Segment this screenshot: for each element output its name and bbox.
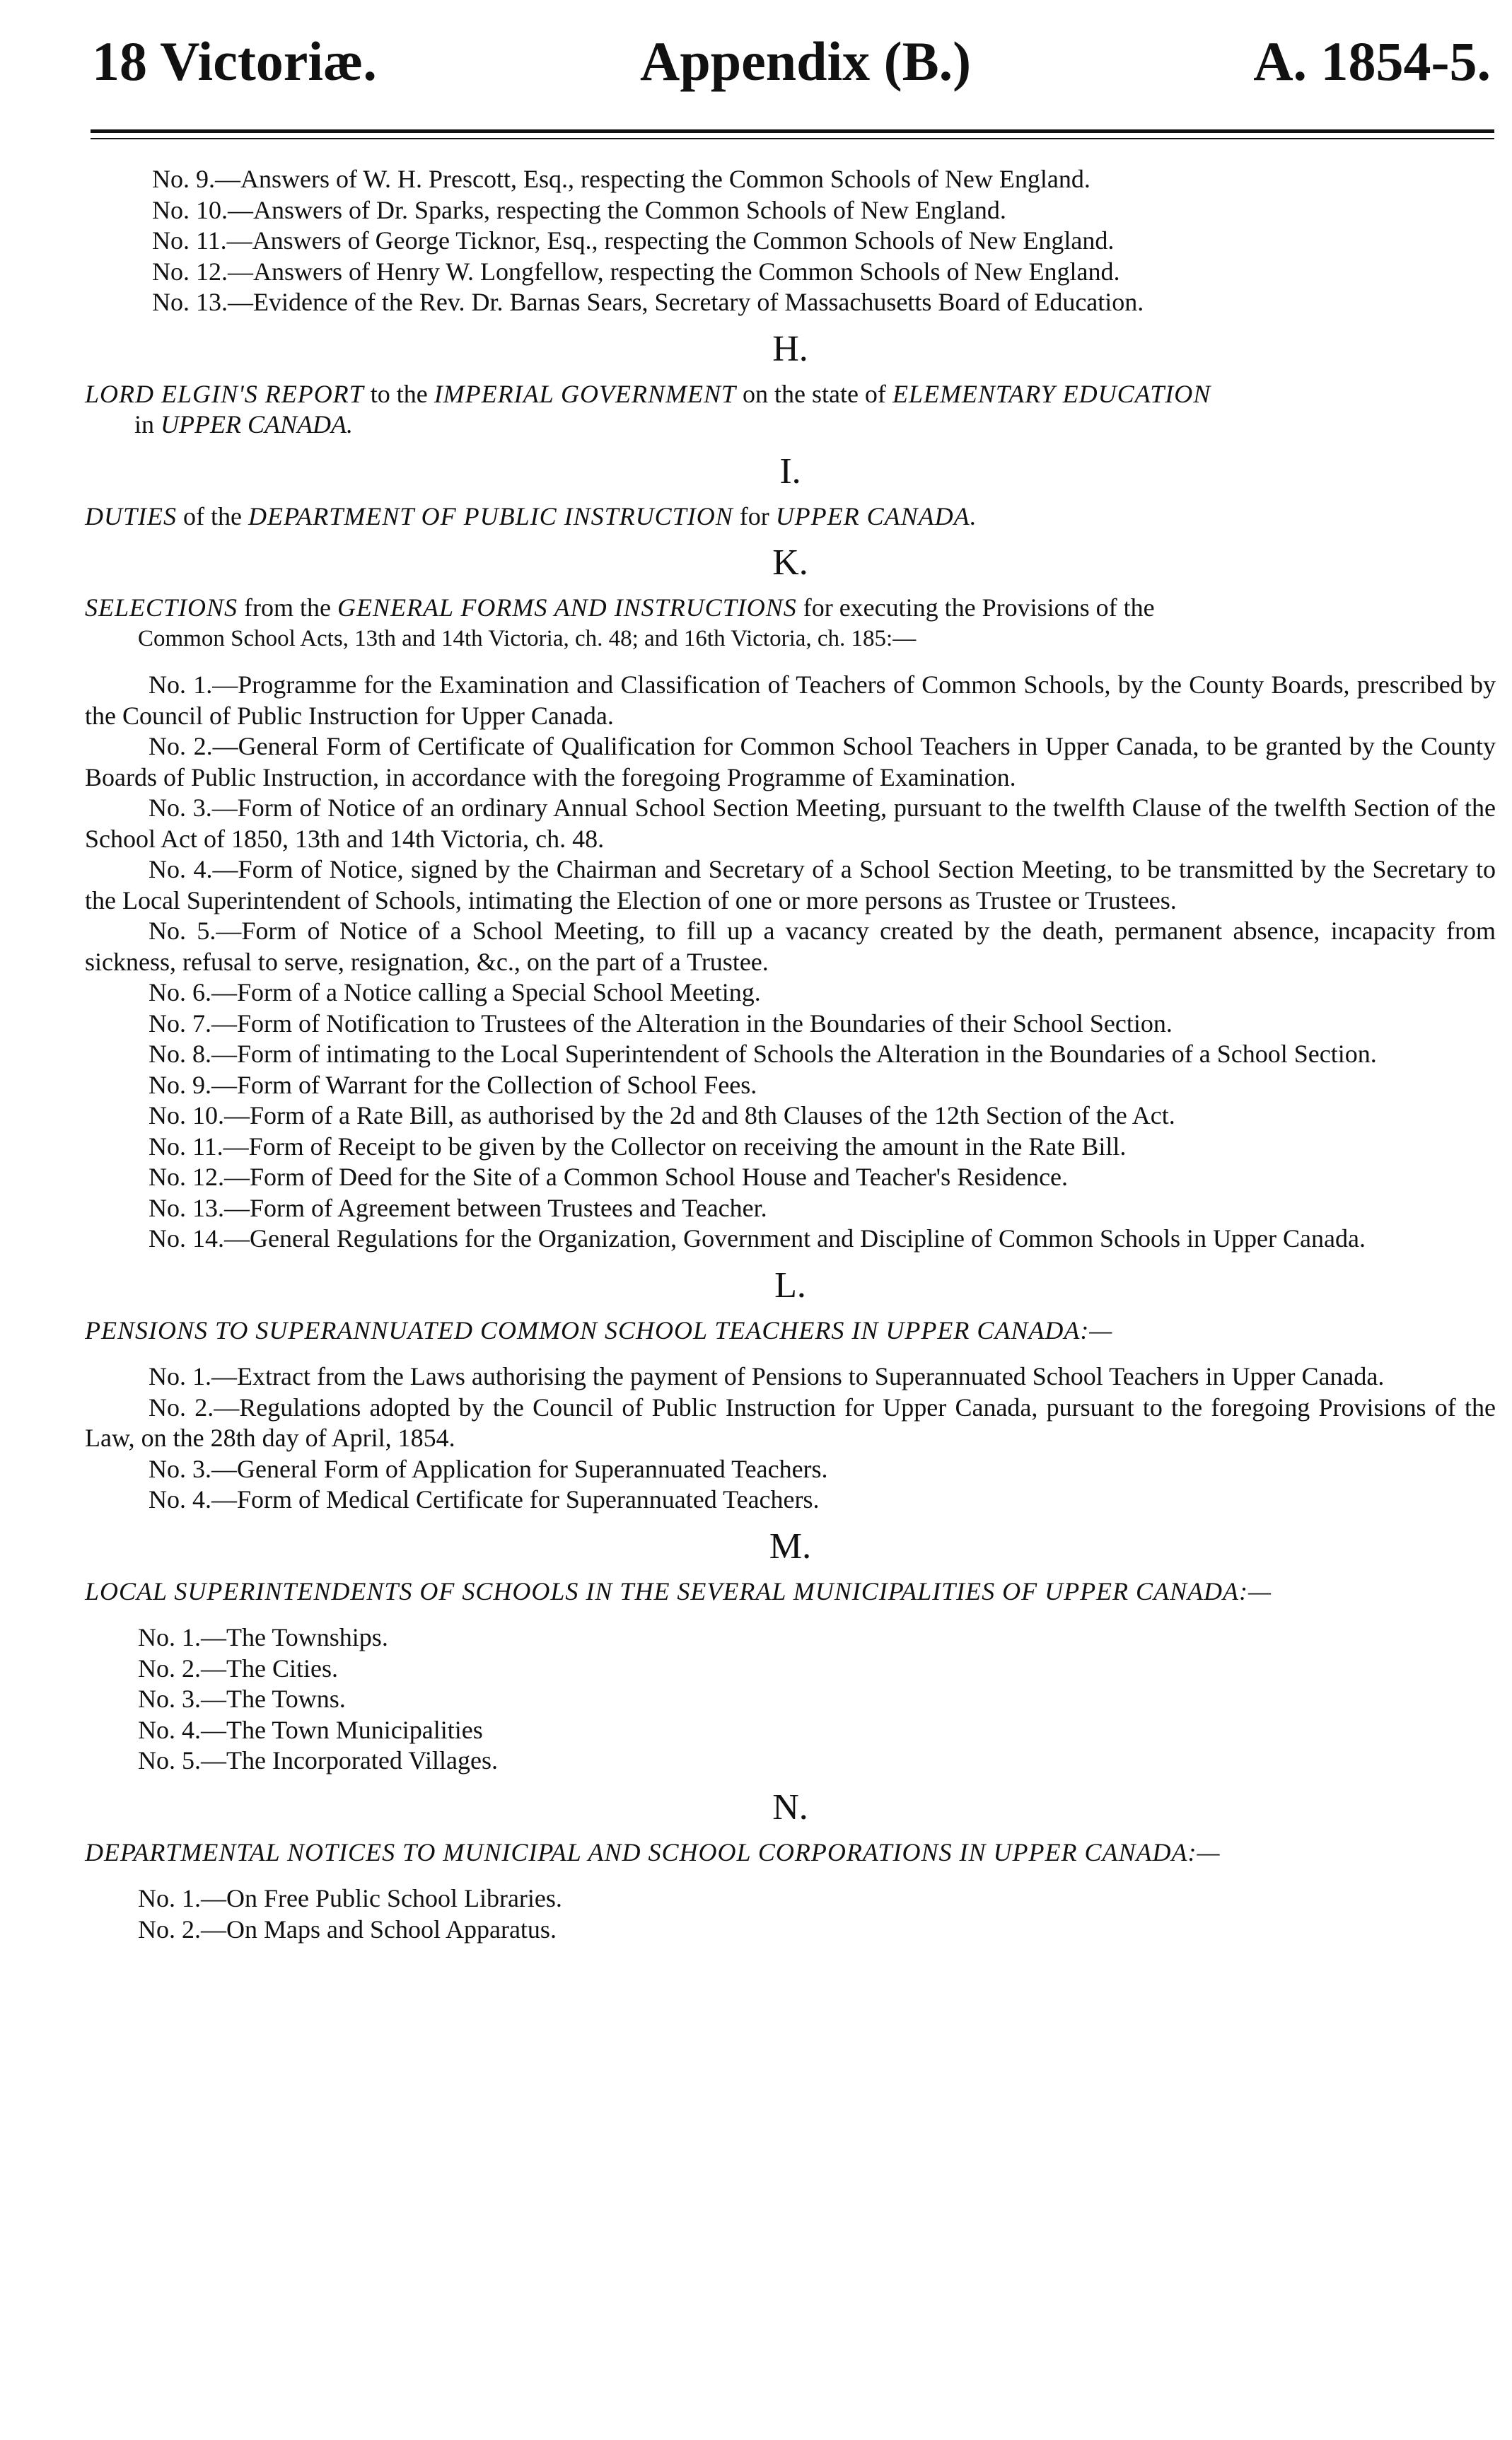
list-item: No. 1.—The Townships. (138, 1623, 388, 1651)
list-item: No. 11.—Answers of George Ticknor, Esq., respecting the Common Schools of New England. (152, 226, 1115, 255)
spacer (85, 1607, 1496, 1622)
section-letter-n: N. (772, 1787, 808, 1828)
list-item: No. 4.—The Town Municipalities (138, 1715, 483, 1744)
title-part: to the (364, 379, 434, 408)
title-part: of the (177, 501, 248, 530)
spacer (85, 1868, 1496, 1883)
header-appendix: Appendix (B.) (640, 30, 972, 92)
list-item: No. 7.—Form of Notification to Trustees of the Alteration in the Boundaries of their School Section. (149, 1009, 1173, 1038)
list-item: No. 3.—The Towns. (138, 1685, 346, 1713)
header-session: 18 Victoriæ. (92, 30, 377, 92)
list-item: No. 1.—Extract from the Laws authorising the payment of Pensions to Superannuated School Teachers in Upper Canada. (149, 1362, 1385, 1390)
title-part: DEPARTMENT OF PUBLIC INSTRUCTION (248, 501, 733, 530)
list-item: No. 4.—Form of Notice, signed by the Chairman and Secretary of a School Section Meeting, to be transmitted by the Secretary to the Local Superintendent of Schools, intimating the Election of one or more persons as Trustee or Trustees. (85, 855, 1496, 914)
list-item: No. 4.—Form of Medical Certificate for Superannuated Teachers. (149, 1485, 820, 1514)
header-rule-thick (91, 129, 1494, 133)
section-k-title (85, 593, 1496, 624)
list-item: No. 5.—The Incorporated Villages. (138, 1746, 499, 1774)
title-part: for executing the Provisions of the (796, 593, 1155, 622)
section-g-list (85, 164, 1496, 318)
section-letter-l: L. (774, 1265, 806, 1306)
section-l-list (85, 1361, 1496, 1516)
section-m-list (85, 1622, 1496, 1777)
title-part: DUTIES (85, 501, 177, 530)
section-letter-h: H. (772, 328, 808, 369)
section-letter-i: I. (779, 451, 801, 492)
title-part: UPPER CANADA. (775, 501, 977, 530)
list-item: No. 12.—Answers of Henry W. Longfellow, respecting the Common Schools of New England. (152, 257, 1120, 286)
section-letter-k: K. (772, 542, 808, 583)
title-part: for (733, 501, 776, 530)
section-i-title (85, 501, 1496, 533)
section-l-title: PENSIONS TO SUPERANNUATED COMMON SCHOOL TEACHERS IN UPPER CANADA:— (85, 1315, 1113, 1344)
list-item: No. 9.—Answers of W. H. Prescott, Esq., respecting the Common Schools of New England. (152, 165, 1091, 193)
list-item: No. 5.—Form of Notice of a School Meeting, to fill up a vacancy created by the death, permanent absence, incapacity from sickness, refusal to serve, resignation, &c., on the part of a Trustee. (85, 917, 1496, 976)
title-part: IMPERIAL GOVERNMENT (434, 379, 736, 408)
title-part: ELEMENTARY EDUCATION (892, 379, 1211, 408)
list-item: No. 3.—General Form of Application for Superannuated Teachers. (149, 1454, 828, 1483)
title-part: LORD ELGIN'S REPORT (85, 379, 364, 408)
list-item: No. 2.—The Cities. (138, 1654, 338, 1683)
header-rule-thin (91, 138, 1494, 139)
spacer (85, 1346, 1496, 1361)
running-header (0, 30, 1512, 108)
list-item: No. 1.—On Free Public School Libraries. (138, 1884, 562, 1912)
section-n-list (85, 1883, 1496, 1945)
list-item: No. 13.—Form of Agreement between Trustees and Teacher. (149, 1193, 767, 1222)
section-k-list (85, 670, 1496, 1255)
section-letter-m: M. (769, 1526, 812, 1567)
header-year: A. 1854-5. (1253, 30, 1491, 92)
list-item: No. 14.—General Regulations for the Organization, Government and Discipline of Common Schools in Upper Canada. (149, 1224, 1366, 1253)
list-item: No. 9.—Form of Warrant for the Collection of School Fees. (149, 1070, 757, 1099)
list-item: No. 10.—Form of a Rate Bill, as authorised by the 2d and 8th Clauses of the 12th Section of the Act. (149, 1101, 1175, 1129)
title-part: on the state of (735, 379, 892, 408)
list-item: No. 12.—Form of Deed for the Site of a Common School House and Teacher's Residence. (149, 1163, 1069, 1191)
spacer (85, 654, 1496, 670)
title-part: GENERAL FORMS AND INSTRUCTIONS (337, 593, 797, 622)
list-item: No. 1.—Programme for the Examination and Classification of Teachers of Common Schools, by the County Boards, prescribed by the Council of Public Instruction for Upper Canada. (85, 670, 1496, 730)
list-item: No. 13.—Evidence of the Rev. Dr. Barnas Sears, Secretary of Massachusetts Board of Education. (152, 288, 1144, 316)
section-k-subtitle: Common School Acts, 13th and 14th Victoria, ch. 48; and 16th Victoria, ch. 185:— (138, 625, 917, 651)
list-item: No. 11.—Form of Receipt to be given by the Collector on receiving the amount in the Rate Bill. (149, 1132, 1127, 1161)
list-item: No. 2.—Regulations adopted by the Council of Public Instruction for Upper Canada, pursuant to the foregoing Provisions of the Law, on the 28th day of April, 1854. (85, 1393, 1496, 1452)
list-item: No. 2.—General Form of Certificate of Qualification for Common School Teachers in Upper Canada, to be granted by the County Boards of Public Instruction, in accordance with the foregoing Programme of Examination. (85, 732, 1496, 791)
title-part: SELECTIONS (85, 593, 238, 622)
list-item: No. 2.—On Maps and School Apparatus. (138, 1915, 557, 1944)
list-item: No. 8.—Form of intimating to the Local Superintendent of Schools the Alteration in the Boundaries of a School Section. (149, 1040, 1377, 1068)
document-body (85, 164, 1496, 1945)
title-part: from the (238, 593, 338, 622)
section-h-title (85, 379, 1496, 410)
title-part: UPPER CANADA. (161, 410, 353, 438)
title-part: in (134, 410, 161, 438)
list-item: No. 6.—Form of a Notice calling a Special School Meeting. (149, 978, 761, 1006)
list-item: No. 3.—Form of Notice of an ordinary Annual School Section Meeting, pursuant to the twelfth Clause of the twelfth Section of the School Act of 1850, 13th and 14th Victoria, ch. 48. (85, 794, 1496, 853)
section-n-title: DEPARTMENTAL NOTICES TO MUNICIPAL AND SCHOOL CORPORATIONS IN UPPER CANADA:— (85, 1837, 1221, 1866)
section-h-title-cont (85, 409, 1496, 441)
section-m-title: LOCAL SUPERINTENDENTS OF SCHOOLS IN THE SEVERAL MUNICIPALITIES OF UPPER CANADA:— (85, 1576, 1272, 1605)
list-item: No. 10.—Answers of Dr. Sparks, respecting the Common Schools of New England. (152, 195, 1006, 224)
